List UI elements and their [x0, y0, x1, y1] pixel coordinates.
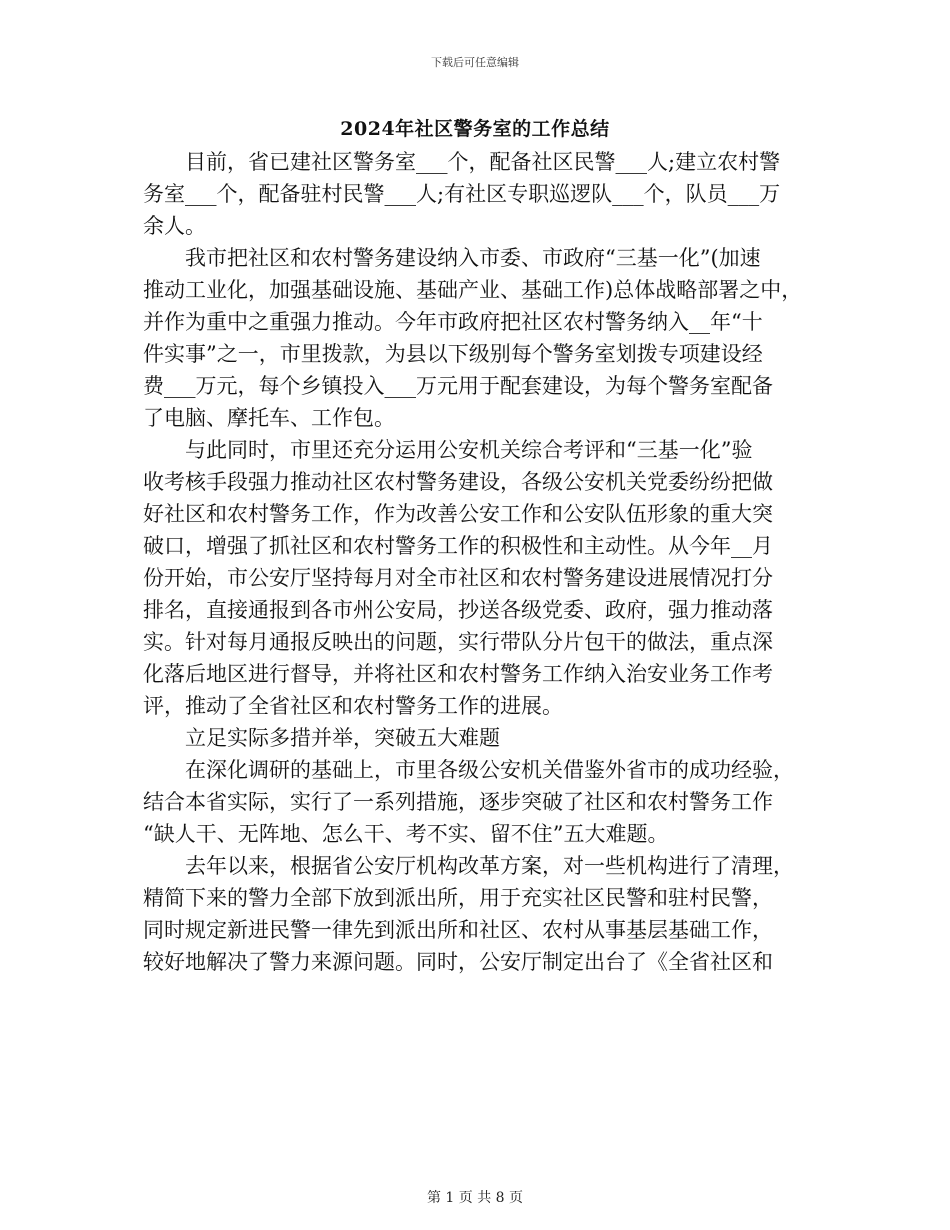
- text-line: 同时规定新进民警一律先到派出所和社区、农村从事基层基础工作，: [143, 918, 773, 942]
- text-line: 推动工业化，加强基础设施、基础产业、基础工作)总体战略部署之中，: [143, 278, 803, 302]
- text-line: “缺人干、无阵地、怎么干、考不实、留不住”五大难题。: [143, 822, 669, 846]
- text-line: 实。针对每月通报反映出的问题，实行带队分片包干的做法，重点深: [143, 630, 773, 654]
- text-line: 余人。: [143, 214, 206, 238]
- page-footer: 第 1 页 共 8 页: [426, 1190, 524, 1206]
- text-line: 化落后地区进行督导，并将社区和农村警务工作纳入治安业务工作考: [143, 662, 773, 686]
- document-title: 2024年社区警务室的工作总结: [340, 118, 610, 140]
- text-line: 目前，省已建社区警务室___个，配备社区民警___人;建立农村警: [143, 150, 781, 174]
- text-line: 精简下来的警力全部下放到派出所，用于充实社区民警和驻村民警，: [143, 886, 773, 910]
- text-line: 破口，增强了抓社区和农村警务工作的积极性和主动性。从今年__月: [143, 534, 773, 558]
- text-line: 与此同时，市里还充分运用公安机关综合考评和“三基一化”验: [143, 438, 753, 462]
- header-note: 下载后可任意编辑: [431, 56, 519, 69]
- text-line: 份开始，市公安厅坚持每月对全市社区和农村警务建设进展情况打分: [143, 566, 773, 590]
- text-line: 了电脑、摩托车、工作包。: [143, 406, 395, 430]
- text-line: 并作为重中之重强力推动。今年市政府把社区农村警务纳入__年“十: [143, 310, 763, 334]
- text-line: 务室___个，配备驻村民警___人;有社区专职巡逻队___个，队员___万: [143, 182, 781, 206]
- text-line: 件实事”之一，市里拨款，为县以下级别每个警务室划拨专项建设经: [143, 342, 763, 366]
- text-line: 在深化调研的基础上，市里各级公安机关借鉴外省市的成功经验，: [143, 758, 794, 782]
- document-body: [143, 146, 823, 978]
- section-heading: [143, 722, 823, 754]
- text-line: 我市把社区和农村警务建设纳入市委、市政府“三基一化”(加速: [143, 246, 761, 270]
- text-line: 结合本省实际，实行了一系列措施，逐步突破了社区和农村警务工作: [143, 790, 773, 814]
- paragraph-6: [143, 850, 823, 978]
- text-line: 费___万元，每个乡镇投入___万元用于配套建设，为每个警务室配备: [143, 374, 773, 398]
- text-line: 排名，直接通报到各市州公安局，抄送各级党委、政府，强力推动落: [143, 598, 773, 622]
- text-line: 收考核手段强力推动社区农村警务建设，各级公安机关党委纷纷把做: [143, 470, 773, 494]
- text-line: 评，推动了全省社区和农村警务工作的进展。: [143, 694, 563, 718]
- paragraph-3: [143, 434, 823, 722]
- paragraph-1: [143, 146, 823, 242]
- text-line: 较好地解决了警力来源问题。同时，公安厅制定出台了《全省社区和: [143, 950, 773, 974]
- paragraph-5: [143, 754, 823, 850]
- text-line: 好社区和农村警务工作，作为改善公安工作和公安队伍形象的重大突: [143, 502, 773, 526]
- paragraph-2: [143, 242, 823, 434]
- text-line: 去年以来，根据省公安厅机构改革方案，对一些机构进行了清理，: [143, 854, 794, 878]
- text-line: 立足实际多措并举，突破五大难题: [143, 726, 500, 750]
